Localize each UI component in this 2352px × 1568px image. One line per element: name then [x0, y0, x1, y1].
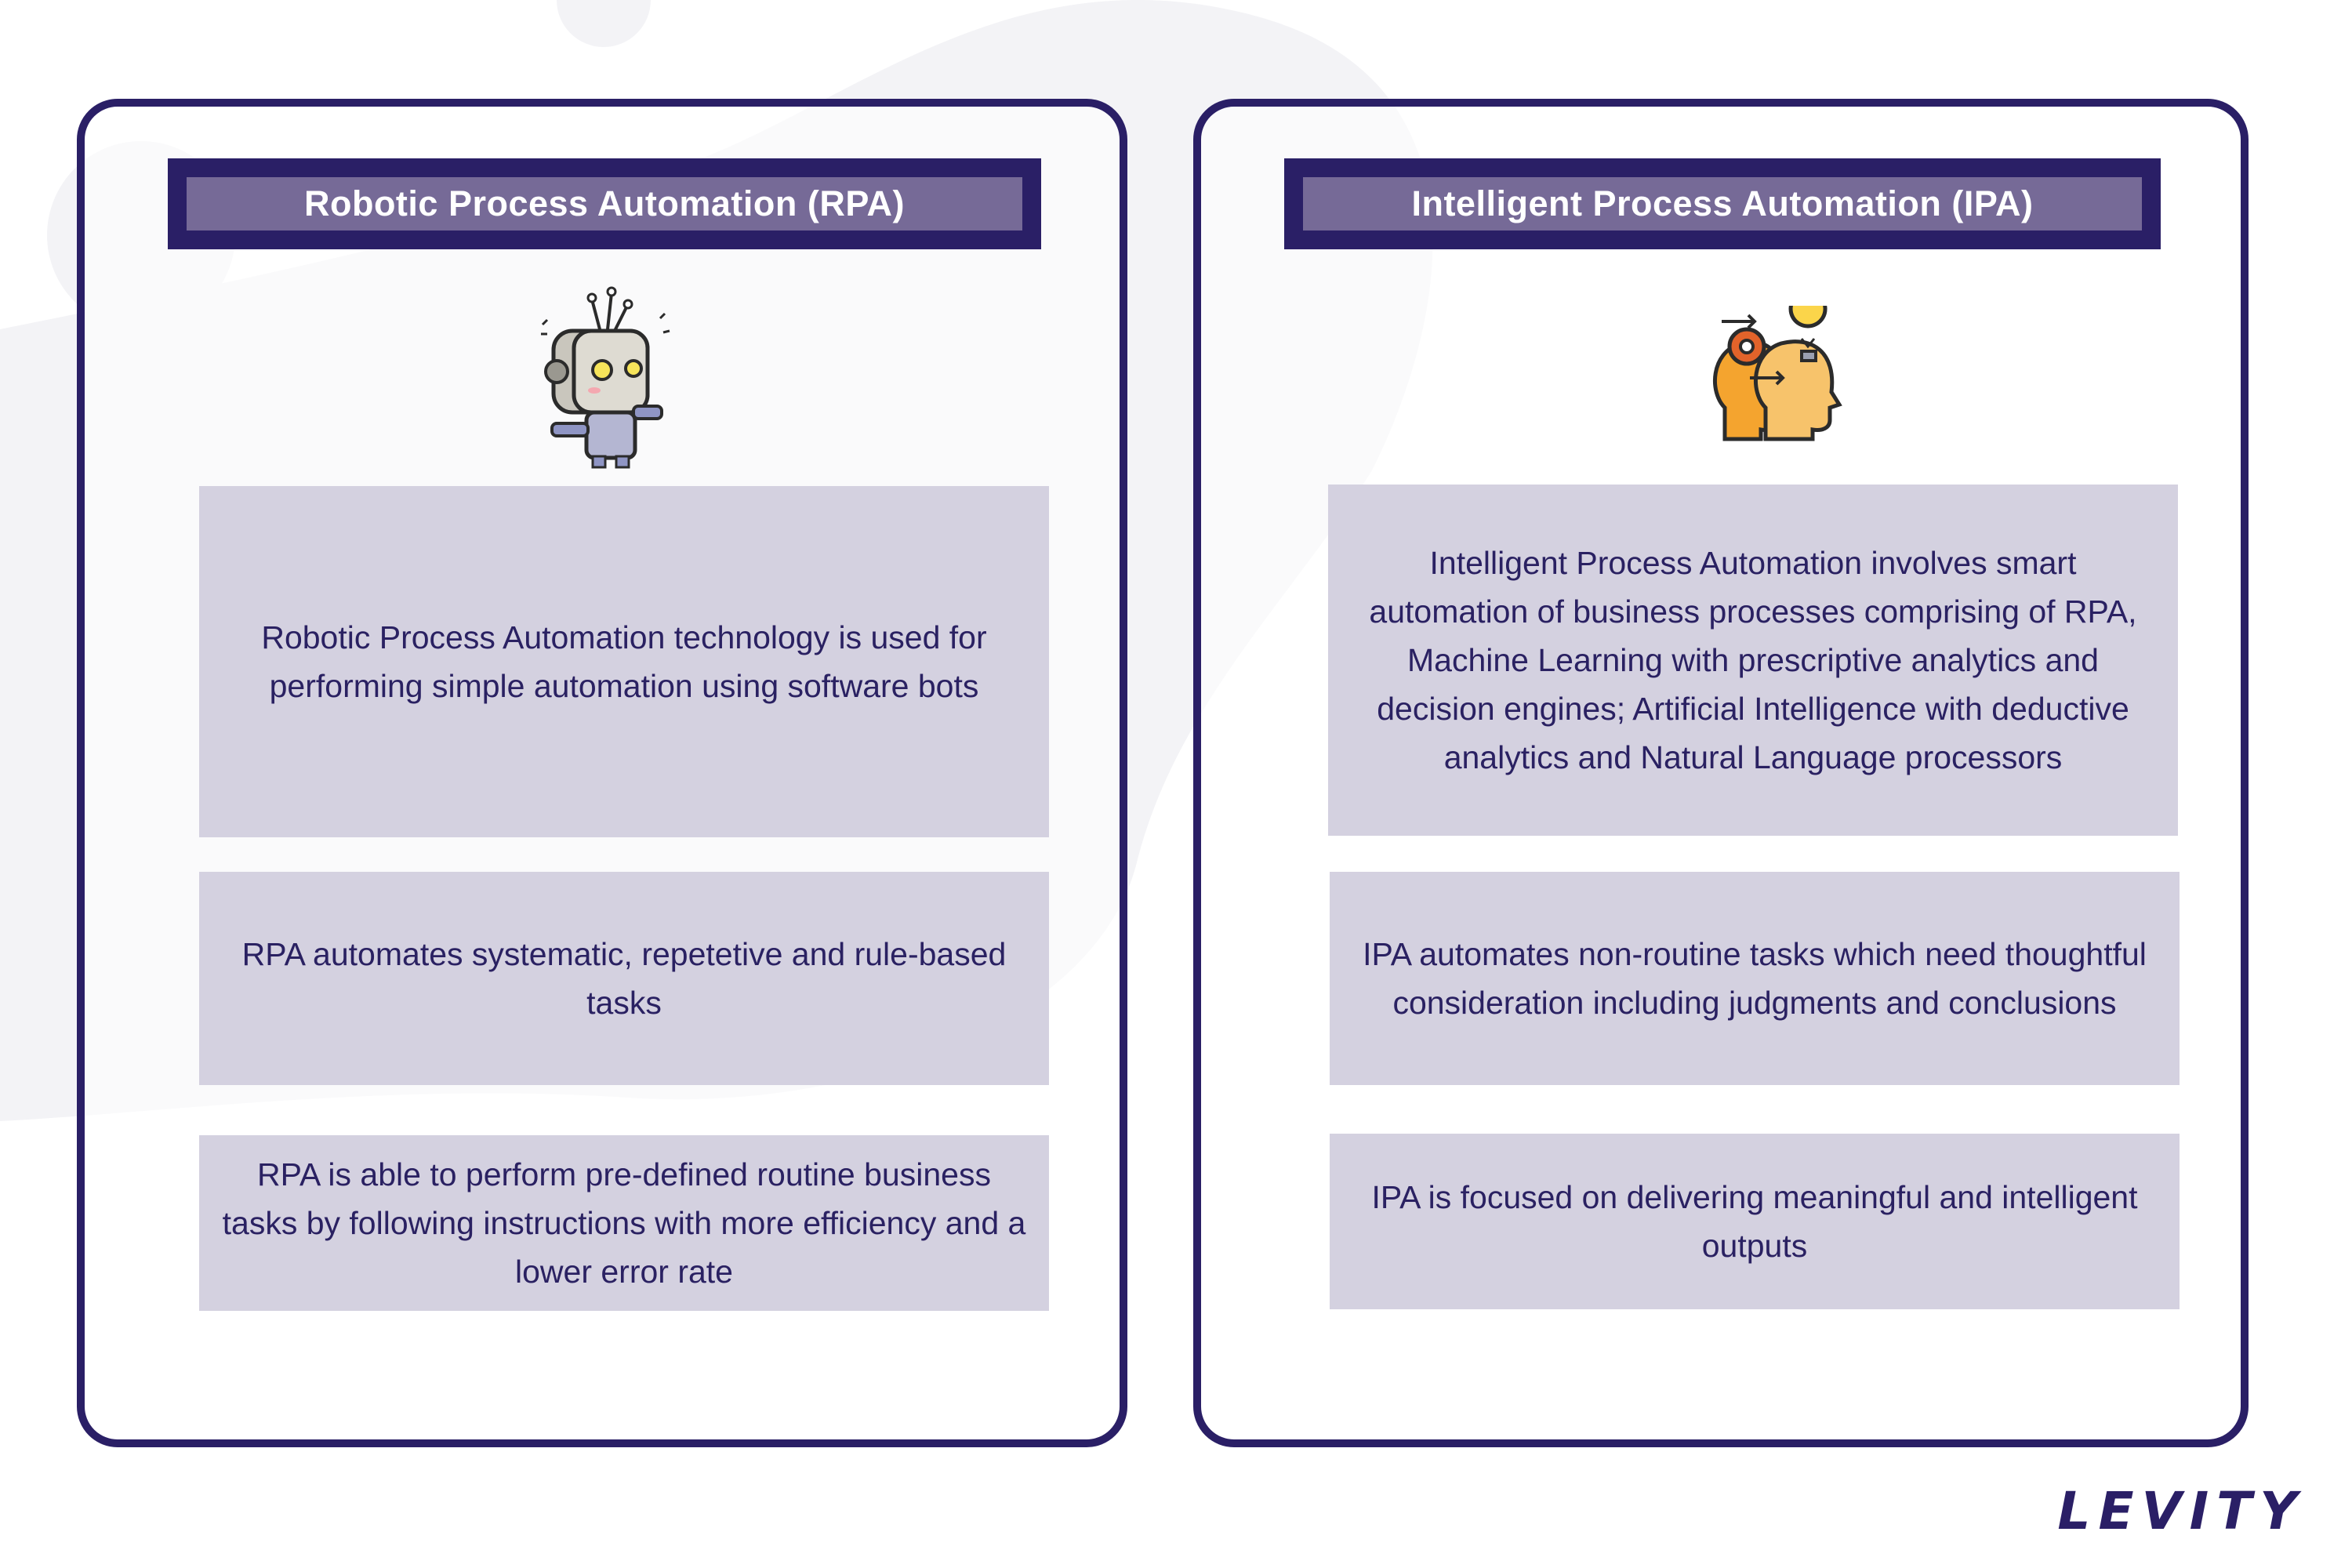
- ipa-box-1: Intelligent Process Automation involves smart automation of business processes comprising of RPA, Machine Learning with prescriptive analytics and decision engines; Artificial Intelligence with deductive analytics and Natural Language processors: [1328, 485, 2178, 836]
- robot-icon: [525, 282, 682, 470]
- intelligent-mind-icon: [1701, 306, 1850, 455]
- rpa-header: [168, 158, 1041, 249]
- rpa-box-2: RPA automates systematic, repetetive and rule-based tasks: [199, 872, 1049, 1085]
- ipa-title: Intelligent Process Automation (IPA): [1303, 177, 2142, 230]
- levity-logo: LEVITY: [2057, 1481, 2305, 1541]
- ipa-box-3: IPA is focused on delivering meaningful and intelligent outputs: [1330, 1134, 2180, 1309]
- ipa-box-2: IPA automates non-routine tasks which need thoughtful consideration including judgments and conclusions: [1330, 872, 2180, 1085]
- ipa-header: [1284, 158, 2161, 249]
- rpa-box-1: Robotic Process Automation technology is used for performing simple automation using software bots: [199, 486, 1049, 837]
- rpa-title: Robotic Process Automation (RPA): [187, 177, 1022, 230]
- rpa-box-3: RPA is able to perform pre-defined routine business tasks by following instructions with more efficiency and a lower error rate: [199, 1135, 1049, 1311]
